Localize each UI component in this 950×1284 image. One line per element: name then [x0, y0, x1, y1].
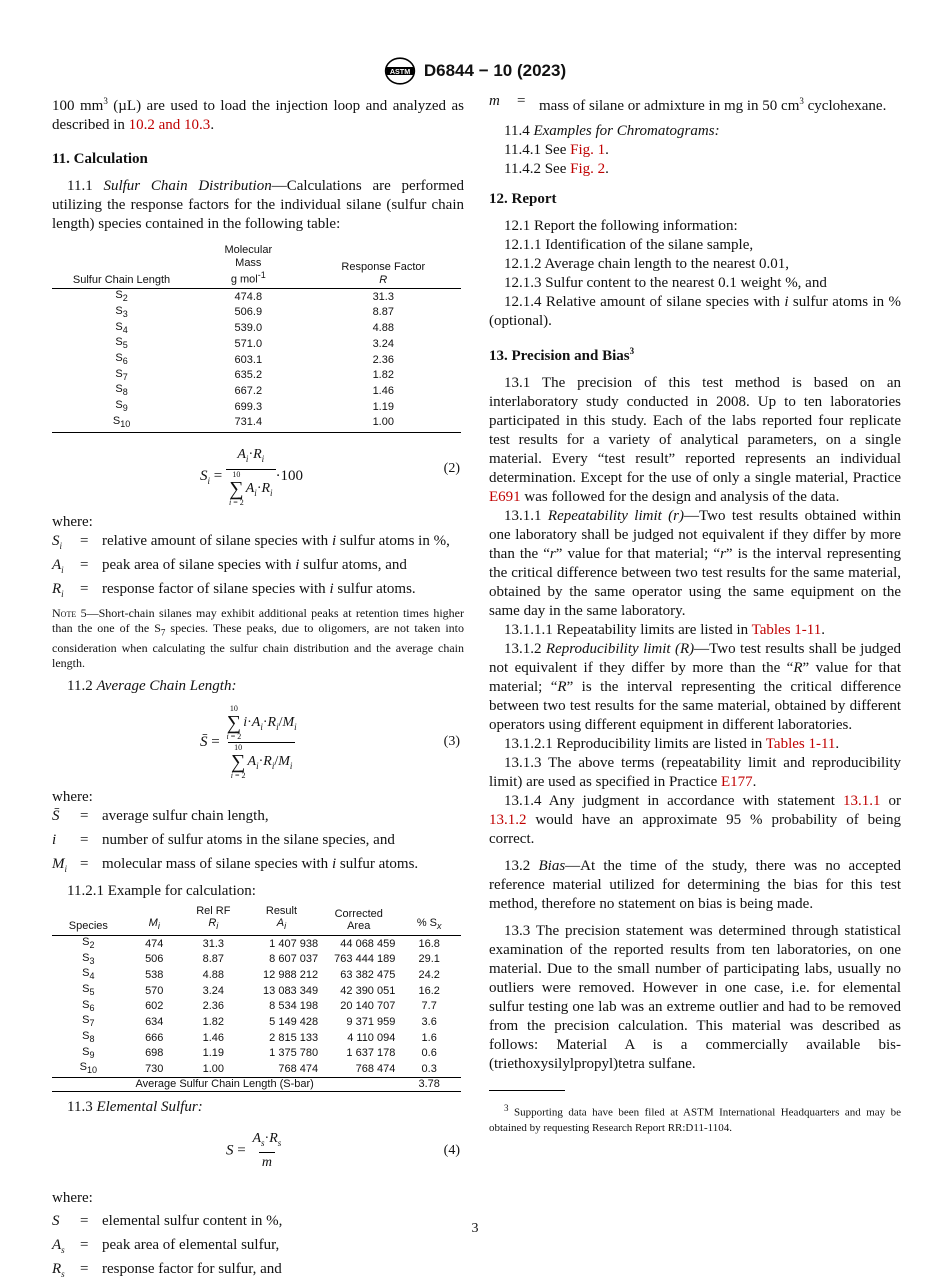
- percent-cell: 16.8: [418, 937, 440, 950]
- definition-text: elemental sulfur content in %,: [102, 1212, 283, 1229]
- footnote-3: $^3$ Supporting data have been filed at ASTM International Headquarters and may be obtained by requesting Research Report RR:D11-1104.: [489, 1103, 901, 1134]
- result-cell: 1 375 780: [269, 1047, 319, 1060]
- species-cell: $S_3$: [115, 304, 128, 320]
- col-header-result: Result $A_i$: [243, 905, 320, 936]
- mass-cell: 539.0: [234, 322, 263, 335]
- paragraph-11-3: 11.3 Elemental Sulfur:: [67, 1098, 203, 1115]
- species-cell: $S_9$: [115, 398, 128, 414]
- table-row: [52, 399, 461, 415]
- species-cell: $S_5$: [82, 982, 95, 998]
- table-row: [52, 999, 461, 1015]
- col-header-chain: Sulfur Chain Length: [52, 244, 191, 289]
- rf-cell: 1.19: [372, 400, 394, 413]
- tables-link[interactable]: Tables 1-11: [751, 622, 822, 638]
- definitions-list: [52, 807, 464, 879]
- rf-cell: 3.24: [372, 337, 394, 350]
- definition-symbol: $A_s$: [52, 1236, 65, 1255]
- definition-row: $A_s$ = peak area of elemental sulfur,: [52, 1236, 464, 1260]
- m-cell: 474: [145, 937, 164, 950]
- footnote-divider: [489, 1090, 565, 1091]
- percent-cell: 0.3: [421, 1063, 437, 1076]
- definition-symbol: i: [52, 831, 57, 848]
- section-link[interactable]: 10.2 and 10.3: [128, 117, 211, 133]
- paragraph-12-1-3: 12.1.3 Sulfur content to the nearest 0.1 weight %, and: [504, 275, 827, 291]
- col-header-m: $M_i$: [125, 905, 184, 936]
- table-row: [52, 967, 461, 983]
- section-11-heading: 11. Calculation: [52, 151, 148, 167]
- m-cell: 698: [145, 1047, 164, 1060]
- equation-number: (3): [443, 733, 460, 749]
- species-cell: $S_8$: [115, 383, 128, 398]
- where-label: where:: [52, 514, 93, 531]
- average-row: [52, 1078, 461, 1092]
- corrected-area-cell: 1 637 178: [346, 1047, 396, 1060]
- col-header-mass: Molecular Mass g mol$^{-1}$: [191, 244, 306, 289]
- table-row: [52, 1061, 461, 1077]
- paragraph-11-4-2: 11.4.2 See Fig. 2.: [504, 161, 609, 177]
- m-cell: 730: [145, 1063, 164, 1076]
- definition-text: peak area of silane species with i sulfur atoms, and: [102, 557, 407, 574]
- species-cell: $S_3$: [82, 951, 95, 966]
- species-cell: $S_{10}$: [79, 1061, 98, 1076]
- average-value: 3.78: [397, 1078, 461, 1092]
- figure-link[interactable]: Fig. 1: [570, 142, 606, 158]
- relrf-cell: 4.88: [202, 968, 225, 981]
- definition-symbol: $R_i$: [52, 581, 64, 600]
- table-row: [52, 305, 461, 321]
- where-label: where:: [52, 1189, 93, 1206]
- mass-cell: 699.3: [234, 400, 263, 413]
- definition-text: response factor for sulfur, and: [102, 1260, 282, 1277]
- corrected-area-cell: 768 474: [355, 1063, 396, 1076]
- relrf-cell: 2.36: [202, 1000, 225, 1013]
- page-number: 3: [471, 1221, 479, 1236]
- paragraph-13-1: 13.1 The precision of this test method is based on an interlaboratory study conducted in 2008. Up to ten laboratories participated in this study. Each of the labs reported four replicate test results for a variety of analytical parameters, on a single material. Every “test result” reported represents an individual determination. Except for the use of only a single material, Practice E691 was followed for the design and analysis of the data.: [489, 375, 901, 505]
- definition-row: $M_i$ = molecular mass of silane species with i sulfur atoms.: [52, 855, 464, 879]
- m-cell: 538: [145, 968, 164, 981]
- col-header-relrf: Rel RF $R_i$: [184, 905, 243, 936]
- table-row: [52, 1030, 461, 1046]
- left-column: [52, 92, 464, 1284]
- equation-number: (4): [443, 1142, 460, 1158]
- definition-row: $R_i$ = response factor of silane species with i sulfur atoms.: [52, 580, 464, 604]
- mass-cell: 731.4: [191, 415, 306, 433]
- result-cell: 768 474: [278, 1063, 319, 1076]
- corrected-area-cell: 63 382 475: [340, 968, 396, 981]
- paragraph-13-1-1-1: 13.1.1.1 Repeatability limits are listed in Tables 1-11.: [504, 622, 825, 638]
- definition-symbol: $M_i$: [52, 855, 68, 874]
- intro-paragraph: 100 $mm^3$ (µL) are used to load the injection loop and analyzed as described in 10.2 and 10.3.: [52, 96, 464, 133]
- definition-symbol: S: [52, 1212, 60, 1229]
- paragraph-13-2: 13.2 Bias—At the time of the study, there was no accepted reference material utilized for determining the bias for this test method, therefore no statement on bias is being made.: [489, 858, 902, 912]
- rf-cell: 4.88: [372, 322, 394, 335]
- tables-link[interactable]: Tables 1-11: [765, 736, 836, 752]
- corrected-area-cell: 42 390 051: [340, 984, 396, 997]
- m-cell: 506: [145, 953, 164, 966]
- table-row: [52, 415, 461, 433]
- species-cell: $S_8$: [82, 1030, 95, 1045]
- species-cell: $S_7$: [82, 1014, 95, 1029]
- equation-3: S̄ = 10 ∑ i = 2 $i\cdot A_i\cdot R_i/M_i$ 10 ∑ i = 2 $A_i\cdot R_i/M_i$ (3): [200, 703, 460, 780]
- table-row: [52, 983, 461, 999]
- paragraph-12-1: 12.1 Report the following information:: [504, 218, 738, 234]
- relrf-cell: 3.24: [202, 984, 225, 997]
- col-header-rf: Response Factor R: [306, 244, 461, 289]
- definition-symbol: $S_i$: [52, 533, 63, 552]
- species-cell: $S_2$: [82, 935, 95, 951]
- col-header-species: Species: [52, 905, 125, 936]
- corrected-area-cell: 9 371 959: [346, 1015, 396, 1028]
- paragraph-11-2: 11.2 Average Chain Length:: [67, 677, 237, 694]
- species-cell: $S_6$: [82, 998, 95, 1013]
- astm-logo-icon: [384, 56, 416, 86]
- document-designation: D6844 − 10 (2023): [423, 61, 567, 80]
- definition-text: relative amount of silane species with i sulfur atoms in %,: [102, 533, 450, 550]
- species-cell: $S_7$: [115, 367, 128, 382]
- definition-text: molecular mass of silane species with i sulfur atoms.: [102, 855, 419, 872]
- result-cell: 8 607 037: [269, 953, 319, 966]
- definition-symbol: S̄: [52, 807, 60, 824]
- mass-cell: 474.8: [234, 290, 263, 303]
- result-cell: 12 988 212: [263, 968, 319, 981]
- figure-link[interactable]: Fig. 2: [570, 161, 606, 177]
- definition-row: $S_i$ = relative amount of silane species with i sulfur atoms in %,: [52, 532, 464, 556]
- rf-cell: 1.82: [372, 369, 394, 382]
- section-link[interactable]: 13.1.2: [489, 812, 527, 828]
- table-row: [52, 368, 461, 384]
- note-5: Note 5—Short-chain silanes may exhibit additional peaks at retention times higher than the one of the $S_7$ species. These peaks, due to oligomers, are not taken into consideration when calculating the sulfur chain distribution and the average chain length.: [52, 606, 464, 670]
- species-cell: $S_{10}$: [52, 415, 191, 433]
- species-cell: $S_4$: [115, 320, 128, 335]
- percent-cell: 24.2: [418, 968, 440, 981]
- col-header-corrected: Corrected Area: [320, 905, 397, 936]
- percent-cell: 3.6: [421, 1015, 437, 1028]
- section-12-heading: 12. Report: [489, 191, 557, 207]
- mass-cell: 635.2: [234, 369, 263, 382]
- equation-4: S = $\frac{A_s\cdot R_s}{m}$ (4): [226, 1130, 460, 1171]
- paragraph-11-2-1: 11.2.1 Example for calculation:: [67, 882, 256, 899]
- percent-cell: 16.2: [418, 984, 440, 997]
- result-cell: 8 534 198: [269, 1000, 319, 1013]
- relrf-cell: 1.46: [202, 1031, 225, 1044]
- relrf-cell: 8.87: [202, 953, 225, 966]
- mass-cell: 603.1: [234, 353, 263, 366]
- table-row: [52, 321, 461, 337]
- paragraph-12-1-2: 12.1.2 Average chain length to the nearest 0.01,: [504, 256, 790, 272]
- m-cell: 634: [145, 1015, 164, 1028]
- definition-row: $A_i$ = peak area of silane species with i sulfur atoms, and: [52, 556, 464, 580]
- table-row: [52, 352, 461, 368]
- section-13-heading: 13. Precision and Bias$^3$: [489, 346, 635, 364]
- percent-cell: 1.6: [421, 1031, 437, 1044]
- definition-symbol: $R_s$: [52, 1260, 65, 1279]
- example-calculation-table: [52, 905, 461, 1092]
- rf-cell: 31.3: [372, 290, 394, 303]
- svg-text:ASTM: ASTM: [389, 66, 411, 76]
- relrf-cell: 1.00: [202, 1063, 225, 1076]
- table-row: [52, 935, 461, 951]
- corrected-area-cell: 44 068 459: [340, 937, 396, 950]
- where-label: where:: [52, 788, 93, 805]
- species-cell: $S_2$: [115, 289, 128, 304]
- species-cell: $S_4$: [82, 967, 95, 982]
- definition-text: peak area of elemental sulfur,: [102, 1236, 280, 1253]
- paragraph-13-1-3: 13.1.3 The above terms (repeatability limit and reproducibility limit) are used as specified in Practice E177.: [489, 755, 901, 790]
- mass-cell: 667.2: [234, 384, 263, 397]
- percent-cell: 0.6: [421, 1047, 437, 1060]
- page-header: [0, 56, 950, 91]
- percent-cell: 29.1: [418, 953, 440, 966]
- right-column: [489, 92, 901, 1136]
- equation-2: $S_i$ = $A_i\cdot R_i$ 10 ∑ i = 2 $A_i\cdot R_i$ ·100 (2): [200, 447, 460, 508]
- equation-number: (2): [443, 461, 460, 477]
- result-cell: 1 407 938: [269, 937, 319, 950]
- paragraph-11-4: 11.4 Examples for Chromatograms:: [504, 123, 720, 139]
- table-row: [52, 383, 461, 399]
- paragraph-12-1-1: 12.1.1 Identification of the silane sample,: [504, 237, 754, 253]
- definition-m: m = mass of silane or admixture in mg in 50 $cm^3$ cyclohexane.: [489, 93, 887, 114]
- rf-cell: 1.46: [372, 384, 394, 397]
- paragraph-13-1-1: 13.1.1 Repeatability limit (r)—Two test results obtained within one laboratory shall be judged not equivalent if they differ by more than the “r” value for that material; “r” is the interval representing the critical difference between two test results for the same material, obtained by the same operator using the same equipment on the same day in the same laboratory.: [489, 508, 902, 619]
- rf-cell: 8.87: [372, 306, 394, 319]
- percent-cell: 7.7: [421, 1000, 437, 1013]
- definition-symbol: $A_i$: [52, 557, 64, 576]
- paragraph-13-3: 13.3 The precision statement was determined through statistical examination of the reported results from ten laboratories, on one material. Due to the small number of participating labs, usually no outliers were removed. However in one case, i.e. for elemental sulfur testing one lab was an extreme outlier and had to be removed from the precision calculation. This material was described as follows: Material A is a commercially available bis-(triethoxysilylpropyl)tetra sulfane.: [489, 923, 901, 1072]
- m-cell: 570: [145, 984, 164, 997]
- definitions-list: [52, 532, 464, 604]
- corrected-area-cell: 20 140 707: [340, 1000, 396, 1013]
- response-factor-table: [52, 244, 461, 433]
- section-link[interactable]: 13.1.1: [842, 793, 881, 809]
- corrected-area-cell: 763 444 189: [334, 953, 396, 966]
- paragraph-12-1-4: 12.1.4 Relative amount of silane species with i sulfur atoms in % (optional).: [489, 294, 901, 329]
- m-cell: 666: [145, 1031, 164, 1044]
- definition-row: i = number of sulfur atoms in the silane species, and: [52, 831, 464, 855]
- table-row: [52, 336, 461, 352]
- result-cell: 2 815 133: [269, 1031, 319, 1044]
- definition-row: S̄ = average sulfur chain length,: [52, 807, 464, 831]
- species-cell: $S_9$: [82, 1045, 95, 1060]
- paragraph-11-1: 11.1 Sulfur Chain Distribution—Calculations are performed utilizing the response factors for the individual silane (sulfur chain length) species contained in the following table:: [52, 178, 464, 232]
- paragraph-13-1-4: 13.1.4 Any judgment in accordance with statement 13.1.1 or 13.1.2 would have an approximate 95 % probability of being correct.: [489, 793, 902, 847]
- definition-text: response factor of silane species with i sulfur atoms.: [102, 581, 416, 598]
- col-header-percent: % $S_x$: [397, 905, 461, 936]
- table-row: [52, 289, 461, 305]
- definition-row: $R_s$ = response factor for sulfur, and: [52, 1260, 464, 1284]
- paragraph-13-1-2-1: 13.1.2.1 Reproducibility limits are listed in Tables 1-11.: [504, 736, 840, 752]
- mass-cell: 571.0: [234, 337, 263, 350]
- rf-cell: 1.00: [306, 415, 461, 433]
- paragraph-13-1-2: 13.1.2 Reproducibility limit (R)—Two test results shall be judged not equivalent if they differ by more than the “R” value for that material; “R” is the interval representing the critical difference between two test results for the same material, obtained by different operators using different equipment in different laboratories.: [489, 641, 901, 733]
- result-cell: 5 149 428: [269, 1015, 319, 1028]
- mass-cell: 506.9: [234, 306, 263, 319]
- table-row: [52, 1046, 461, 1062]
- m-cell: 602: [145, 1000, 164, 1013]
- table-row: [52, 1014, 461, 1030]
- definition-text: average sulfur chain length,: [102, 807, 269, 824]
- relrf-cell: 1.19: [202, 1047, 225, 1060]
- species-cell: $S_5$: [115, 336, 128, 351]
- result-cell: 13 083 349: [263, 984, 319, 997]
- average-label: Average Sulfur Chain Length (S-bar): [52, 1078, 397, 1092]
- definition-row: S = elemental sulfur content in %,: [52, 1212, 464, 1236]
- rf-cell: 2.36: [372, 353, 394, 366]
- practice-link[interactable]: E177: [721, 774, 753, 790]
- practice-link[interactable]: E691: [489, 489, 521, 505]
- paragraph-11-4-1: 11.4.1 See Fig. 1.: [504, 142, 609, 158]
- species-cell: $S_6$: [115, 351, 128, 367]
- definition-text: number of sulfur atoms in the silane species, and: [102, 831, 395, 848]
- relrf-cell: 1.82: [202, 1015, 225, 1028]
- table-row: [52, 952, 461, 968]
- relrf-cell: 31.3: [202, 937, 225, 950]
- corrected-area-cell: 4 110 094: [347, 1031, 396, 1044]
